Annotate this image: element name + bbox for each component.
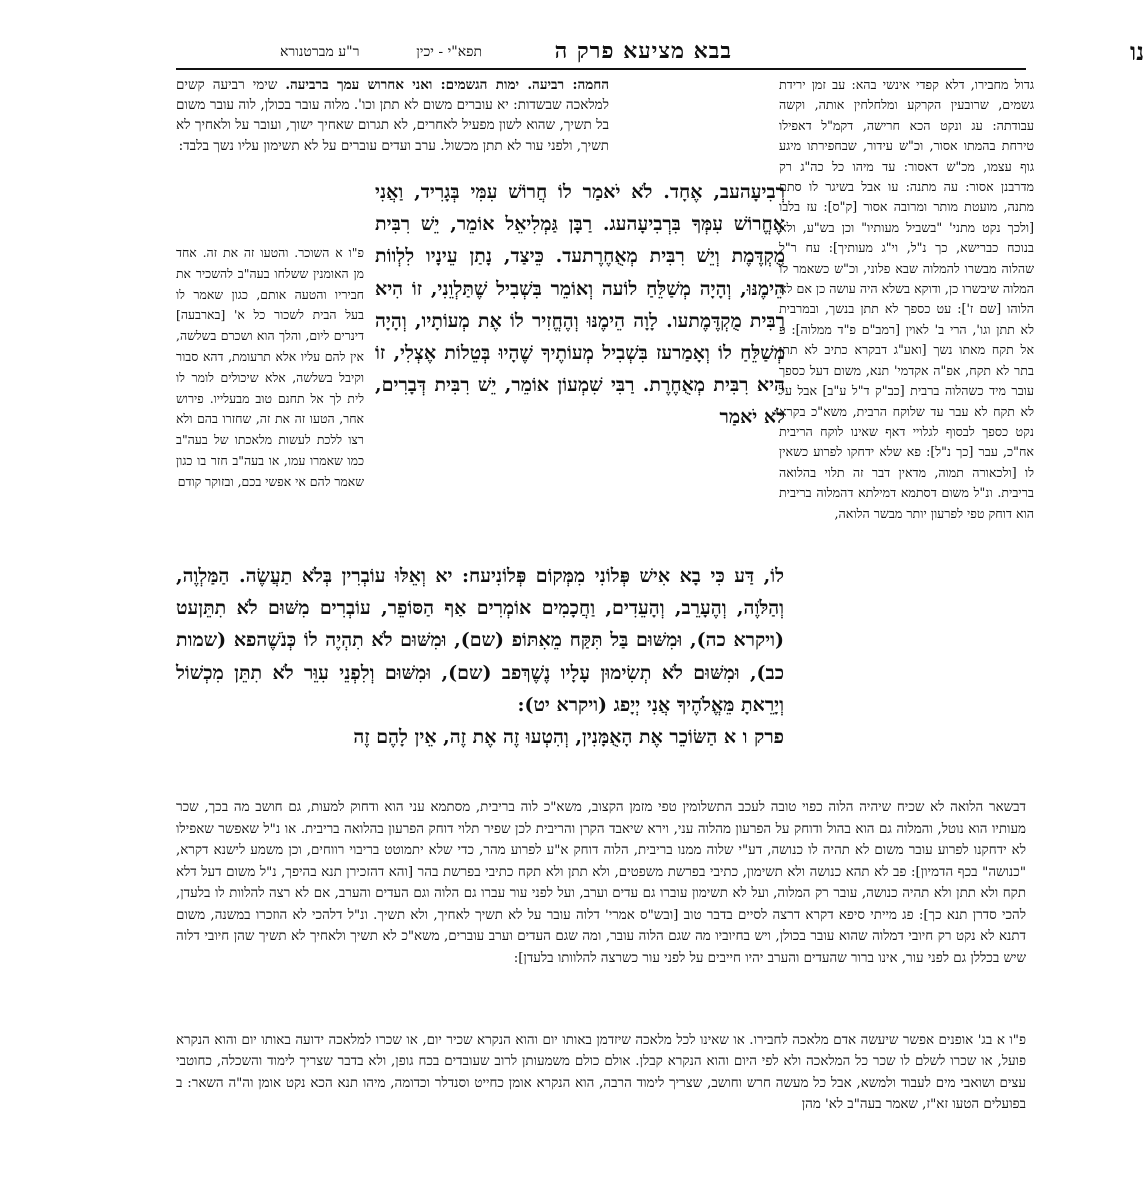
running-header (280, 38, 1144, 68)
bartenura-commentary-middle (176, 243, 364, 493)
tractate-chapter-title: בבא מציעא פרק ה (554, 38, 732, 64)
chapter-opening: פרק ו א הַשּׂוֹכֵר אֶת הָאֻמָּנִין, וְהִטְעוּ זֶה אֶת זֶה, אֵין לָהֶם זֶה (353, 726, 784, 749)
commentary-lead: החמה: רביעה. ימות הגשמים: ואני אחרוש עמך ברביעה. (285, 77, 609, 93)
commentary-text: דבשאר הלואה לא שכיח שיהיה הלוה כפוי טובה לעכב התשלומין טפי מזמן הקצוב, משא"כ לוה בריבית, מסתמא עני הוא ודחוק למעות, גם חושב מה בכך, שכר מעותיו הוא נוטל, והמלוה גם הוא בהול ודוחק על הפרעון מהלוה עני, וירא שיאבד הקרן והריבית לכן שפיר תלוי דוחק הפרעון בהלואה בריבית. או נ"ל שאפשר שאפילו לא ידחקנו לפרוע עובר משום לא תהיה לו כנושה, דע"י שלוה ממנו בריבית, הלוה דוחק א"ע לפרוע מהר, כדי שלא יתמוטט בריבוי רווחים, וכן משמע לישנא דקרא, "כנושה" בכף הדמיון]: פב לא תהא כנושה ולא תשימון, כתיבי בפרשת משפטים, ולא תתן ולא תקח כתיבי בפרשת בהר [והא דהזכירן תנא בהיפך, נ"ל משום דעל דלא תקח ולא תתן ולא תהיה כנושה, עובר רק המלוה, ועל לא תשימון עוברו גם עדים וערב, ועל לפני עור עברו גם הלוה וגם העדים והערב, אם לא רצה להלוות לו בלעדן, להכי סדרן תנא כך]: פג מייתי סיפא דקרא דרצה לסיים בדבר טוב [ובש"ס אמרי' דלוה עובר על לא תשיך לאחיך, ולא תשיך. ונ"ל דלהכי לא הוזכרו במשנה, משום דתנא לא נקט רק חיובי דמלוה שהוא עובר בכולן, ויש בחיוביו מה שגם הלוה עובר, ומה שגם העדים וערב עוברים, משא"כ לא תשיך ולאחיך לא תשיך שהן חיובי דלוה שיש בכללן גם לפני עור, אינו ברור שהעדים והערב יהיו חייבים על לפני עור כשרצה להלוותו בלעדן]: (176, 800, 1026, 966)
tiferet-yisrael-commentary-chapter6 (176, 1030, 1026, 1116)
mishnah-text-wide (176, 560, 784, 753)
tiferet-yisrael-commentary-column (779, 75, 1034, 524)
commentary-label-left: ר"ע מברטנורא (280, 44, 360, 60)
mishnah-text-block (375, 176, 785, 434)
commentary-label-right: תפא"י - יכין (416, 44, 482, 60)
page-number: נו (1130, 40, 1144, 66)
commentary-text: פ"ו א בג' אופנים אפשר שיעשה אדם מלאכה לחבירו. או שאינו לכל מלאכה שיזדמן באותו יום והוא הנקרא שכיר יום, או שכרו למלאכה ידועה באותו יום והוא הנקרא פועל, או שכרו לשלם לו שכר כל המלאכה ולא לפי היום והוא הנקרא קבלן. אולם כולם משמעותן לרוב שעובדים בכח גופן, ולא בדבר שצריך לימוד והשכלה, כחוטבי עצים ושואבי מים לעבוד ולמשא, אבל כל מעשה חרש וחושב, שצריך לימוד הרבה, הוא הנקרא אומן כחייט וסנדלר וכדומה, מיהו תנא הכא נקט אומן וה"ה השאר: ב בפועלים הטעו זא"ז, שאמר בעה"ב לא' מהן (176, 1033, 1026, 1113)
bartenura-commentary-top (176, 75, 609, 156)
header-rule (176, 68, 1026, 70)
commentary-body: שימי רביעה קשים למלאכה שבשדות: יא עוברים משום לא תתן וכו'. מלוה עובר בכולן, לוה עובר משום בל תשיך, שהוא לשון מפעיל לאחרים, לא תגרום שאחיך ישוך, ועובר על ולאחיך לא תשיך, ולפני עור לא תתן מכשול. ערב ועדים עוברים על לא תשימון עליו נשך בלבד: (176, 77, 609, 154)
commentary-text: פ"ו א השוכר. והטעו זה את זה. אחד מן האומנין ששלחו בעה"ב להשכיר את חביריו והטעה אותם, כגון שאמר לו בעל הבית לשכור כל א' [בארבעה] דינרים ליום, והלך הוא ושכרם בשלשה, אין להם עליו אלא תרעומת, דהא סבור וקיבל בשלשה, אלא שיכולים לומר לו לית לך אל תחנם טוב מבעלייו. פירוש אחר, הטעו זה את זה, שחזרו בהם ולא רצו ללכת לעשות מלאכתו של בעה"ב כמו שאמרו עמו, או בעה"ב חזר בו כגון שאמר להם אי אפשי בכם, ובזוקר קודם (176, 245, 364, 489)
mishnah-text: רְבִיעָהעב, אֶחָד. לֹא יֹאמַר לוֹ חֲרוֹשׁ עִמִּי בְּגָרִיד, וַאֲנִי אֶחֱרוֹשׁ עִמְּךָ בִּרְבִיעָהעג. רַבָּן גַּמְלִיאֵל אוֹמֵר, יֵשׁ רִבִּית מֻקְדֶּמֶת וְיֵשׁ רִבִּית מְאֻחֶרֶתעד. כֵּיצַד, נָתַן עֵינָיו לִלְווֹת הֵימֶנּוּ, וְהָיָה מְשַׁלֵּחַ לוֹעה וְאוֹמֵר בִּשְׁבִיל שֶׁתַּלְוֵנִי, זוֹ הִיא רִבִּית מֻקְדֶּמֶתעו. לָוָה הֵימֶנּוּ וְהֶחֱזִיר לוֹ אֶת מְעוֹתָיו, וְהָיָה מְשַׁלֵּחַ לוֹ וְאָמַרעז בִּשְׁבִיל מְעוֹתֶיךָ שֶׁהָיוּ בְּטֵלוֹת אֶצְלִי, זוֹ הִיא רִבִּית מְאֻחֶרֶת. רַבִּי שִׁמְעוֹן אוֹמֵר, יֵשׁ רִבִּית דְּבָרִים, לֹא יֹאמַר (375, 181, 785, 429)
mishnah-text: לוֹ, דַּע כִּי בָא אִישׁ פְּלוֹנִי מִמְּקוֹם פְּלוֹנִיעח: יא וְאֵלּוּ עוֹבְרִין בְּלֹא תַעֲשֶׂה. הַמַּלְוֶה, וְהַלֹּוֶה, וְהֶעָרֵב, וְהָעֵדִים, וַחֲכָמִים אוֹמְרִים אַף הַסּוֹפֵר, עוֹבְרִים מִשּׁוּם לֹא תִתֵּןעט (ויקרא כה), וּמִשּׁוּם בַּל תִּקַּח מֵאִתּוֹפ (שם), וּמִשּׁוּם לֹא תִהְיֶה לוֹ כְּנֹשֶׁהפא (שמות כב), וּמִשּׁוּם לֹא תְשִׂימוּן עָלָיו נֶשֶׁךְפב (שם), וּמִשּׁוּם וְלִפְנֵי עִוֵּר לֹא תִתֵּן מִכְשׁוֹל וְיָרֵאתָ מֵּאֱלֹהֶיךָ אֲנִי יְיָפג (ויקרא יט): (176, 565, 784, 716)
commentary-text (176, 75, 609, 156)
tiferet-yisrael-commentary-bottom (176, 797, 1026, 969)
commentary-text: גדול מחבירו, דלא קפדי אינשי בהא: עב זמן ירידת גשמים, שרובעין הקרקע ומלחלחין אותה, וקשה עבודתה: עג ונקט הכא חרישה, דקמ"ל דאפילו טירחת בהמתו אסור, וכ"ש עידור, שבחפירתו מיגע גוף עצמו, מכ"ש דאסור: עד מיהו כל כה"ג רק מדרבנן אסור: עה מתנה: עו אבל בשיגר לו סתם מתנה, מועטת מותר ומרובה אסור [ק"ס]: עז בלבו [ולכך נקט מתני' "בשביל מעותיו" וכן בש"ע, ולא בנוכח כברישא, כך נ"ל, וי"ג מעותיך]: עח ר"ל שהלוה מבשרו להמלוה שבא פלוני, וכ"ש כשאמר לו המלוה שיבשרו כן, ודוקא בשלא היה עושה כן אם לא הלוהו [שם ז']: עט כספך לא תתן בנשך, ובמרבית לא תתן וגו', הרי ב' לאוין [רמב"ם פ"ד ממלוה]: פ אל תקח מאתו נשך [ואע"ג דבקרא כתיב לא תתן בתר לא תקח, אפ"ה אקדמי' תנא, משום דעל כספך עובר מיד כשהלוה ברבית [כב"ק ד"ל ע"ב] אבל על לא תקח לא עבר עד שלוקח הרבית, משא"כ בקרא נקט כספך לבסוף לגלויי דאף שאינו לוקח הריבית אח"כ, עבר [כך נ"ל]: פא שלא ידחקו לפרוע כשאין לו [ולכאורה תמוה, מדאין דבר זה תלוי בהלואה בריבית. ונ"ל משום דסתמא דמילתא דהמלוה בריבית הוא דוחק טפי לפרעון יותר מבשר הלואה, (779, 77, 1034, 521)
